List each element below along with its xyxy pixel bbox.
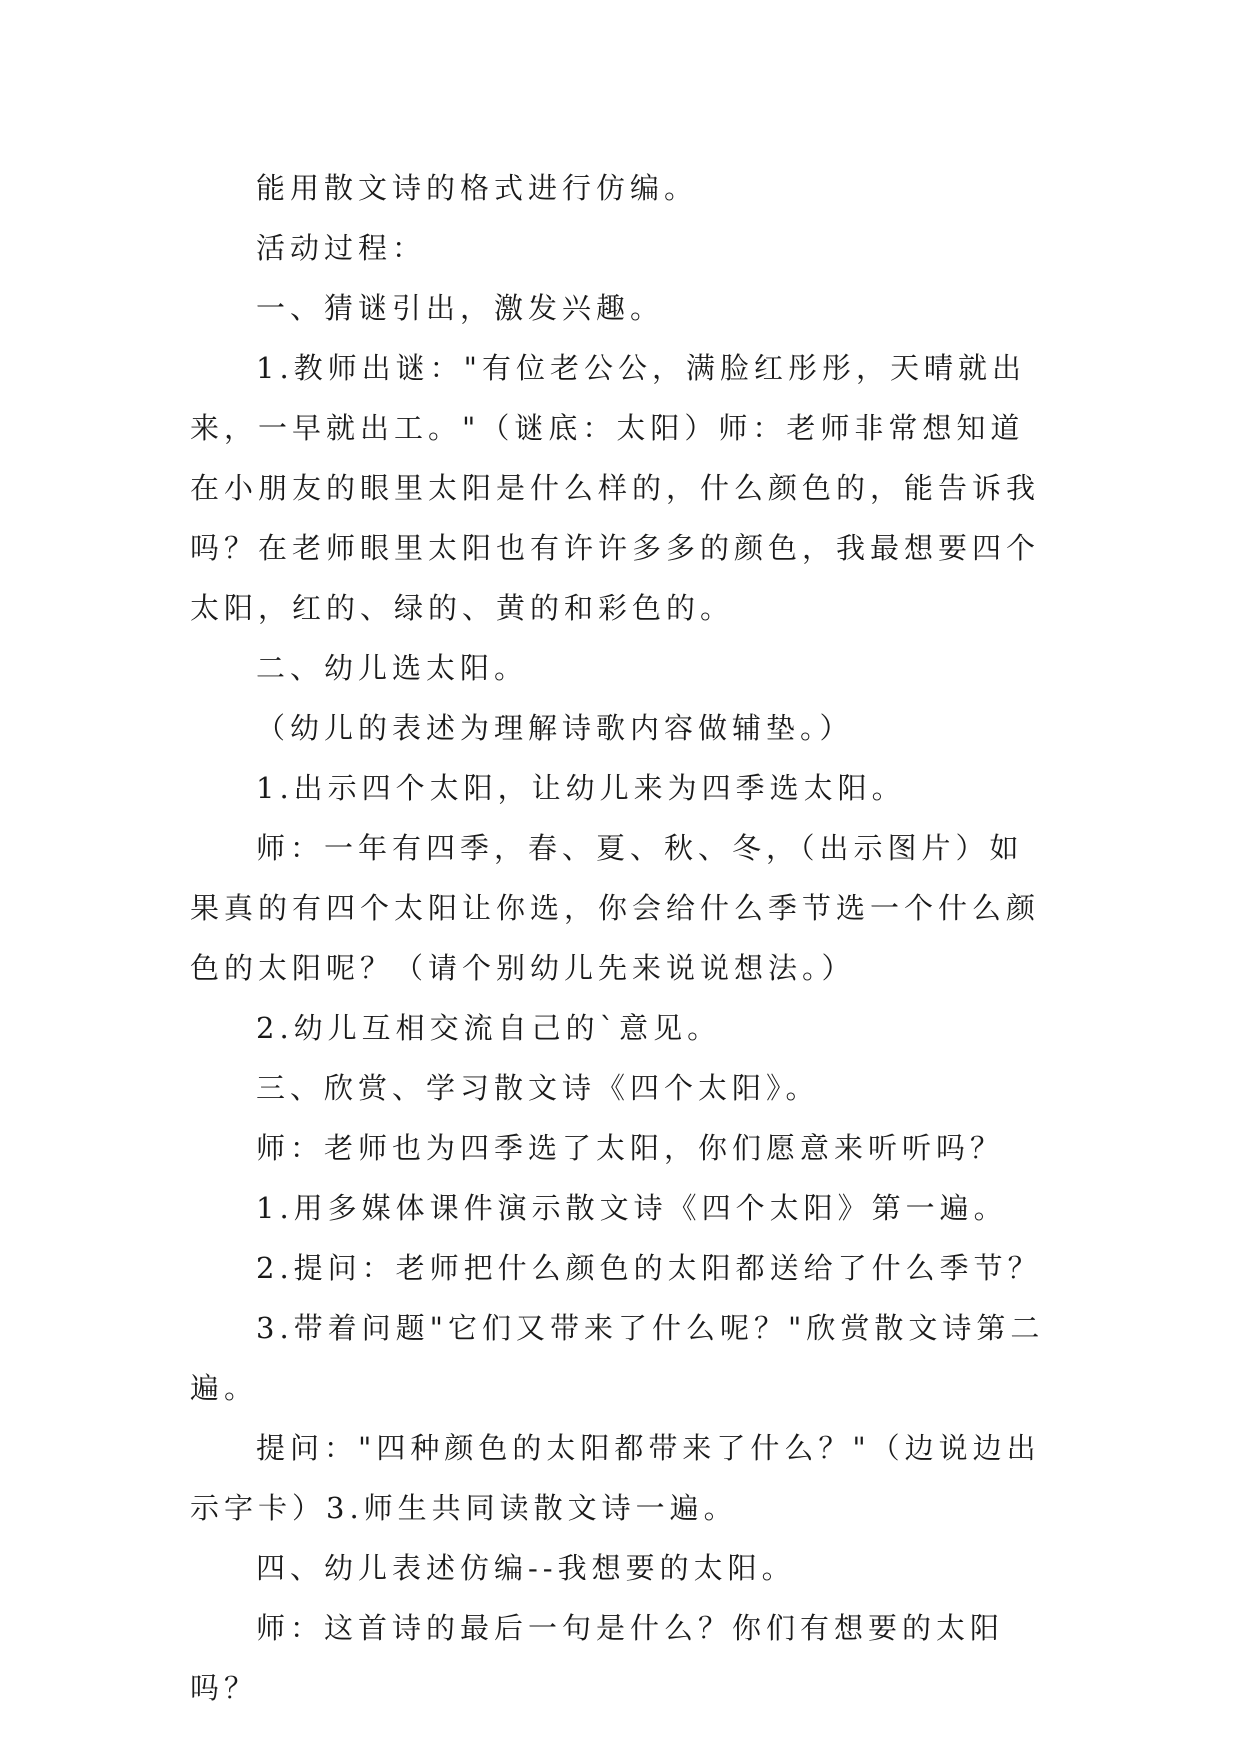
section-heading: 三、欣赏、学习散文诗《四个太阳》。 bbox=[256, 1071, 820, 1105]
section-heading: 四、幼儿表述仿编--我想要的太阳。 bbox=[256, 1551, 796, 1585]
paragraph: 师：老师也为四季选了太阳，你们愿意来听听吗？ bbox=[256, 1131, 1005, 1165]
paragraph: 1.用多媒体课件演示散文诗《四个太阳》第一遍。 bbox=[256, 1191, 1008, 1225]
section-heading: 活动过程： bbox=[256, 231, 427, 265]
paragraph: 1.出示四个太阳，让幼儿来为四季选太阳。 bbox=[256, 771, 906, 805]
paragraph: 能用散文诗的格式进行仿编。 bbox=[256, 171, 699, 205]
paragraph: 1.教师出谜："有位老公公，满脸红彤彤，天晴就出来，一早就出工。"（谜底：太阳）师：老师非常想知道在小朋友的眼里太阳是什么样的，什么颜色的，能告诉我吗？在老师眼里太阳也有许许多多的颜色，我最想要四个太阳，红的、绿的、黄的和彩色的。 bbox=[190, 351, 1041, 625]
document-body bbox=[190, 158, 1050, 1718]
paragraph: 提问："四种颜色的太阳都带来了什么？"（边说边出示字卡）3.师生共同读散文诗一遍。 bbox=[190, 1431, 1041, 1525]
paragraph: 师：这首诗的最后一句是什么？你们有想要的太阳吗？ bbox=[190, 1611, 1005, 1705]
section-heading: 一、猜谜引出，激发兴趣。 bbox=[256, 291, 665, 325]
paragraph: （幼儿的表述为理解诗歌内容做辅垫。） bbox=[256, 711, 854, 745]
paragraph: 3.带着问题"它们又带来了什么呢？"欣赏散文诗第二遍。 bbox=[190, 1311, 1045, 1405]
paragraph: 师：一年有四季，春、夏、秋、冬，（出示图片）如果真的有四个太阳让你选，你会给什么季节选一个什么颜色的太阳呢？（请个别幼儿先来说说想法。） bbox=[190, 831, 1041, 985]
section-heading: 二、幼儿选太阳。 bbox=[256, 651, 529, 685]
paragraph: 2.提问：老师把什么颜色的太阳都送给了什么季节？ bbox=[256, 1251, 1042, 1285]
paragraph: 2.幼儿互相交流自己的`意见。 bbox=[256, 1011, 722, 1045]
